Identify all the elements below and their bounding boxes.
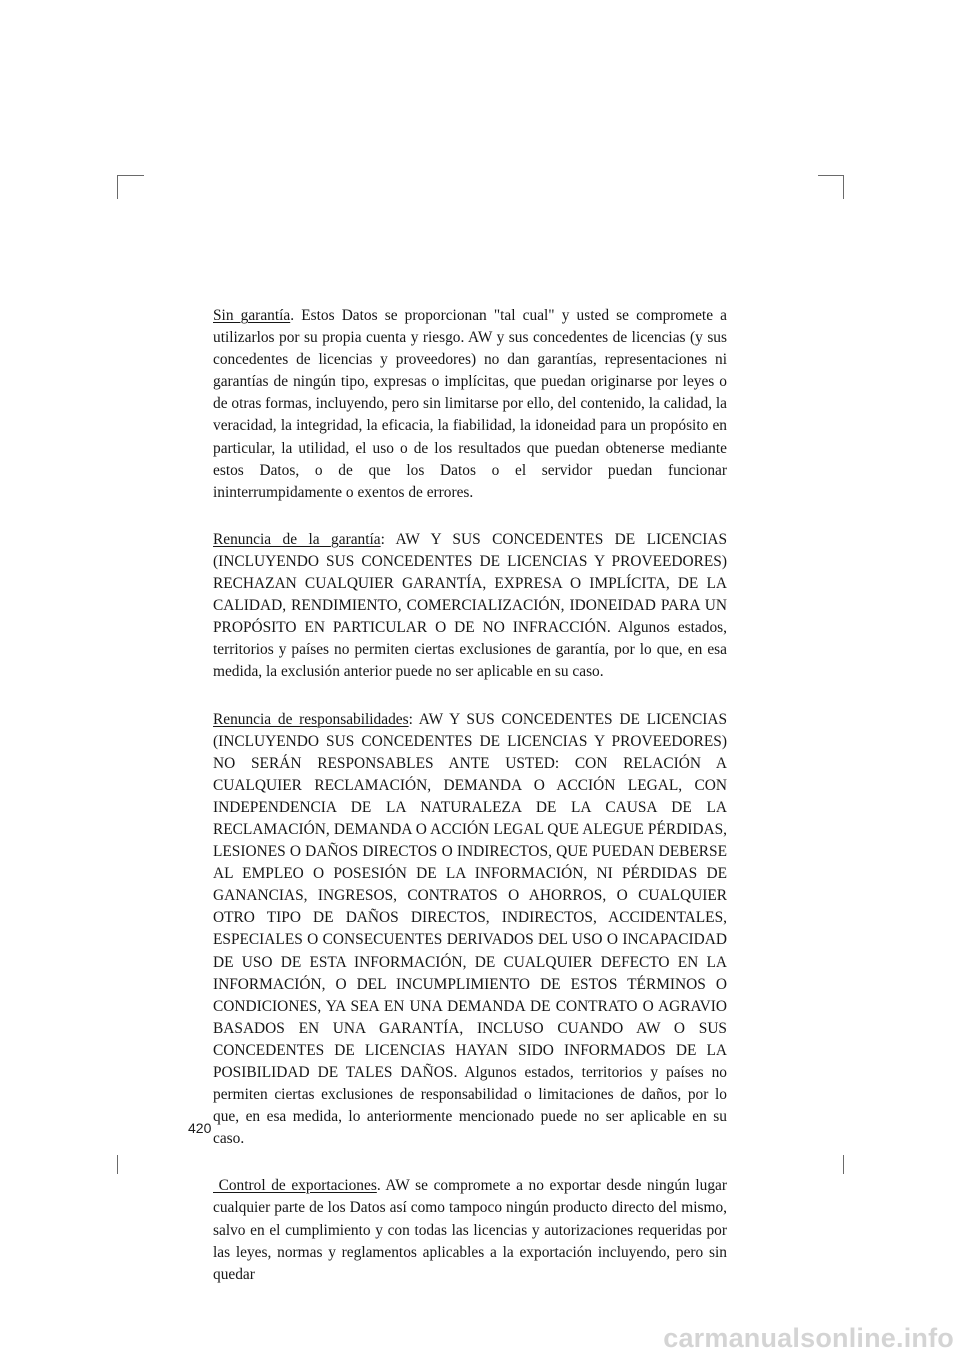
- page-number: 420: [188, 1120, 212, 1136]
- body-text-renuncia-garantia: : AW Y SUS CONCEDENTES DE LICENCIAS (INCLUYENDO SUS CONCEDENTES DE LICENCIAS Y PROVEEDORES) RECHAZAN CUALQUIER GARANTÍA, EXPRESA O IMPLÍCITA, DE LA CALIDAD, RENDIMIENTO, COMERCIALIZACIÓN, IDONEIDAD PARA UN PROPÓSITO EN PARTICULAR O DE NO INFRACCIÓN. Algunos estados, territorios y países no permiten ciertas exclusiones de garantía, por lo que, en esa medida, la exclusión anterior puede no ser aplicable en su caso.: [213, 530, 727, 681]
- paragraph-renuncia-garantia: [213, 529, 727, 684]
- paragraph-control-exportaciones: [213, 1175, 727, 1285]
- crop-mark-top-right-horizontal: [818, 175, 844, 176]
- watermark: carmanualsonline.info: [663, 1323, 954, 1353]
- heading-renuncia-responsabilidades: Renuncia de responsabilidades: [213, 710, 409, 728]
- crop-mark-top-right-vertical: [843, 175, 844, 199]
- heading-sin-garantia: Sin garantía: [213, 307, 291, 324]
- body-text-renuncia-responsabilidades: : AW Y SUS CONCEDENTES DE LICENCIAS (INCLUYENDO SUS CONCEDENTES DE LICENCIAS Y PROVEEDORES) NO SERÁN RESPONSABLES ANTE USTED: CON RELACIÓN A CUALQUIER RECLAMACIÓN, DEMANDA O ACCIÓN LEGAL, CON INDEPENDENCIA DE LA NATURALEZA DE LA CAUSA DE LA RECLAMACIÓN, DEMANDA O ACCIÓN LEGAL QUE ALEGUE PÉRDIDAS, LESIONES O DAÑOS DIRECTOS O INDIRECTOS, QUE PUEDAN DEBERSE AL EMPLEO O POSESIÓN DE LA INFORMACIÓN, NI PÉRDIDAS DE GANANCIAS, INGRESOS, CONTRATOS O AHORROS, O CUALQUIER OTRO TIPO DE DAÑOS DIRECTOS, INDIRECTOS, ACCIDENTALES, ESPECIALES O CONSECUENTES DERIVADOS DEL USO O INCAPACIDAD DE USO DE ESTA INFORMACIÓN, DE CUALQUIER DEFECTO EN LA INFORMACIÓN, O DEL INCUMPLIMIENTO DE ESTOS TÉRMINOS O CONDICIONES, YA SEA EN UNA DEMANDA DE CONTRATO O AGRAVIO BASADOS EN UNA GARANTÍA, INCLUSO CUANDO AW O SUS CONCEDENTES DE LICENCIAS HAYAN SIDO INFORMADOS DE LA POSIBILIDAD DE TALES DAÑOS. Algunos estados, territorios y países no permiten ciertas exclusiones de responsabilidad o limitaciones de daños, por lo que, en esa medida, lo anteriormente mencionado puede no ser aplicable en su caso.: [213, 710, 728, 1148]
- paragraph-renuncia-responsabilidades: [213, 709, 727, 1151]
- crop-mark-bottom-right-vertical: [843, 1155, 844, 1174]
- crop-mark-top-left-horizontal: [117, 175, 144, 176]
- body-text-sin-garantia: . Estos Datos se proporcionan "tal cual" y usted se compromete a utilizarlos por su propia cuenta y riesgo. AW y sus concedentes de licencias (y sus concedentes de licencias y proveedores) no dan garantías, representaciones ni garantías de ningún tipo, expresas o implícitas, que puedan originarse por leyes o de otras formas, incluyendo, pero sin limitarse por ello, del contenido, la calidad, la veracidad, la integridad, la eficacia, la fiabilidad, la idoneidad para un propósito en particular, la utilidad, el uso o de los resultados que puedan obtenerse mediante estos Datos, o de que los Datos o el servidor puedan funcionar ininterrumpidamente o exentos de errores.: [213, 307, 727, 501]
- crop-mark-top-left-vertical: [117, 175, 118, 199]
- heading-renuncia-garantia: Renuncia de la garantía: [213, 530, 381, 548]
- body-text-control-exportaciones: . AW se compromete a no exportar desde ningún lugar cualquier parte de los Datos así como tampoco ningún producto directo del mismo, salvo en el cumplimiento y con todas las licencias y autorizaciones requeridas por las leyes, normas y reglamentos aplicables a la exportación incluyendo, pero sin quedar: [213, 1177, 727, 1283]
- paragraph-sin-garantia: [213, 305, 727, 504]
- document-body: [213, 305, 727, 1286]
- heading-control-exportaciones: Control de exportaciones: [213, 1177, 377, 1195]
- crop-mark-bottom-left-vertical: [117, 1155, 118, 1174]
